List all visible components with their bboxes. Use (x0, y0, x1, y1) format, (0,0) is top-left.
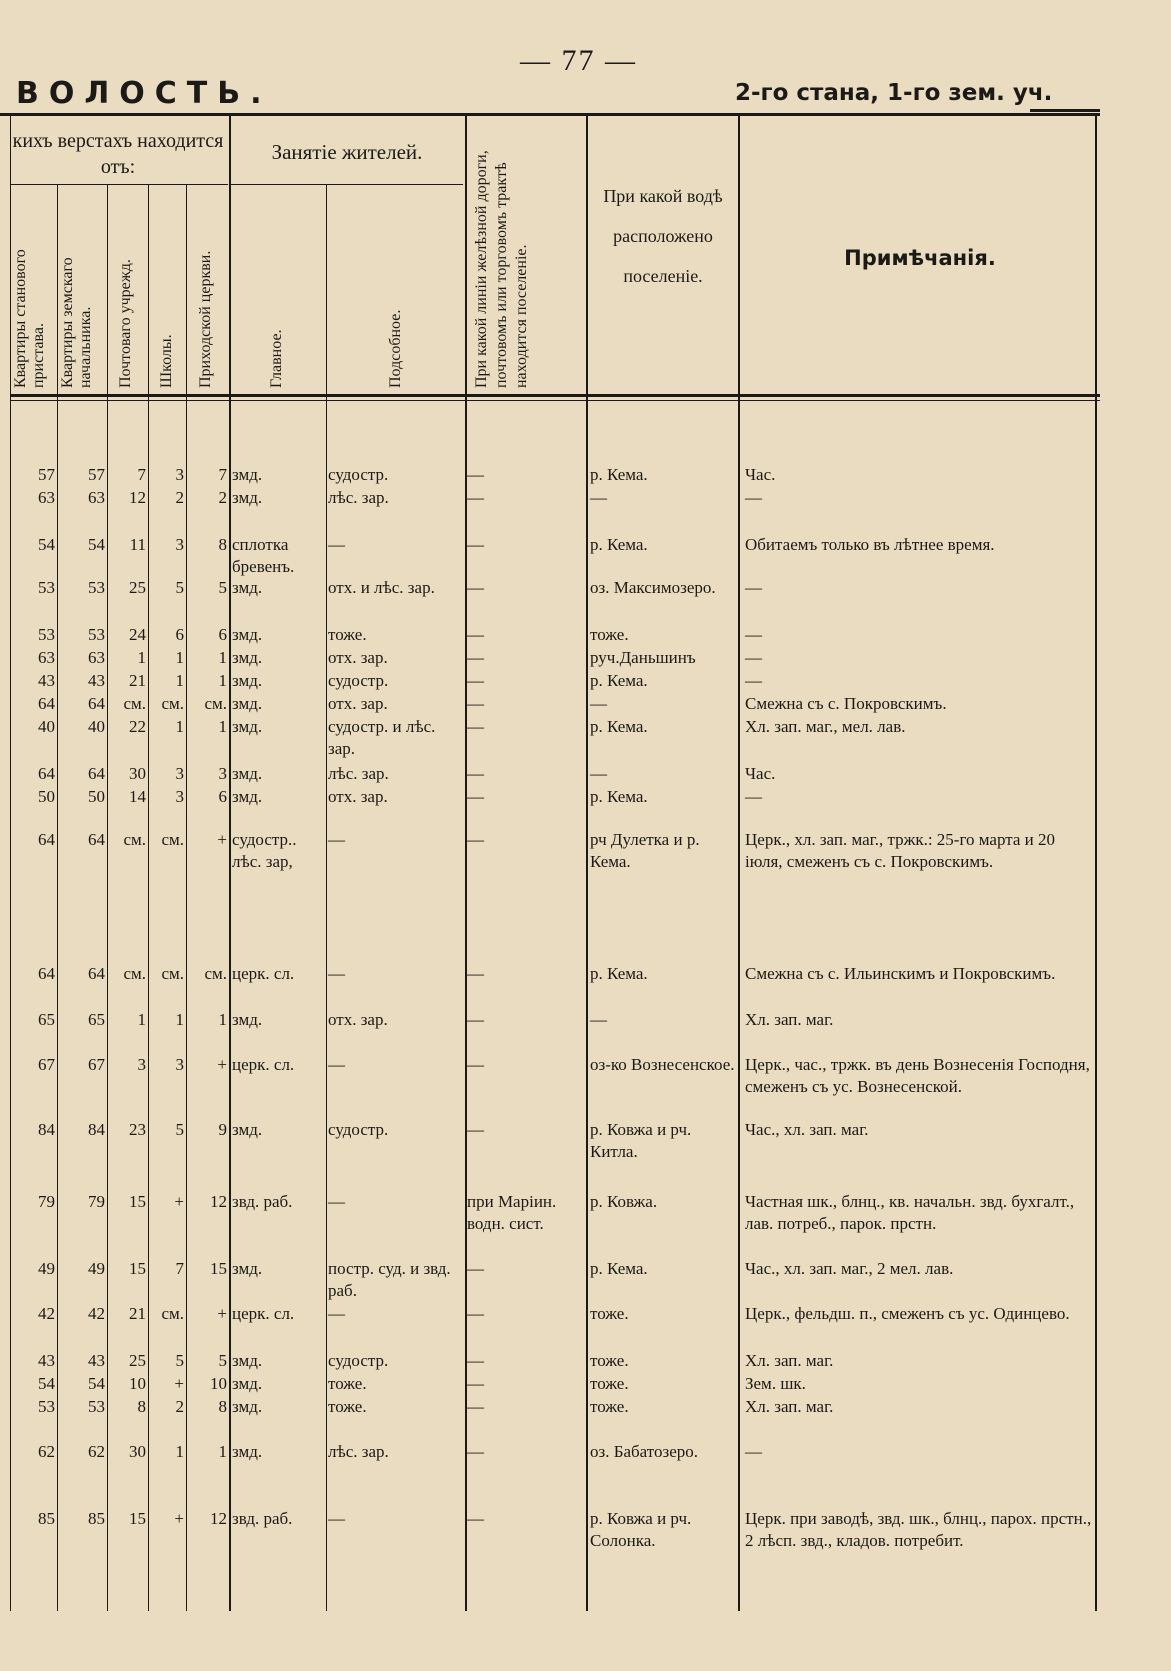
table-cell: отх. зар. (328, 648, 388, 667)
table-cell: церк. сл. (232, 964, 295, 983)
table-cell: р. Ковжа. (590, 1192, 658, 1211)
table-cell: Церк., фельдш. п., смеженъ съ ус. Одинцево. (745, 1304, 1070, 1323)
table-cell: 22 (129, 717, 146, 736)
table-cell: — (745, 578, 762, 597)
table-cell: 1 (175, 671, 184, 690)
occupation-group-header: Занятіе жителей. (271, 140, 423, 164)
table-cell: — (467, 648, 484, 667)
table-cell: — (467, 1351, 484, 1370)
table-cell: 64 (88, 830, 105, 849)
table-cell: — (467, 694, 484, 713)
table-cell: — (328, 964, 345, 983)
table-cell: змд. (232, 694, 263, 713)
table-cell: 40 (88, 717, 105, 736)
distance-group-header: кихъ верстахъ находится отъ: (12, 130, 224, 178)
table-cell: см. (123, 964, 146, 983)
table-cell: 53 (38, 578, 55, 597)
table-cell: — (467, 717, 484, 736)
table-cell: 1 (175, 1010, 184, 1029)
table-cell: 30 (129, 764, 146, 783)
table-cell: 79 (88, 1192, 105, 1211)
table-cell: — (328, 1304, 345, 1323)
col-header-auxiliary: Подсобное. (387, 309, 404, 388)
table-cell: — (467, 1304, 484, 1323)
table-cell: 1 (218, 1010, 227, 1029)
table-cell: церк. сл. (232, 1055, 295, 1074)
table-cell: 3 (137, 1055, 146, 1074)
table-cell: судостр. (328, 1120, 389, 1139)
table-cell: рч Дулетка и р. Кема. (590, 830, 700, 871)
table-cell: 63 (38, 648, 55, 667)
table-cell: 6 (175, 625, 184, 644)
table-cell: — (328, 1192, 345, 1211)
table-cell: 14 (129, 787, 146, 806)
table-cell: р. Кема. (590, 717, 648, 736)
table-cell: Обитаемъ только въ лѣтнее время. (745, 535, 995, 554)
table-cell: — (590, 1010, 607, 1029)
table-cell: — (467, 625, 484, 644)
table-cell: р. Кема. (590, 787, 648, 806)
water-header: При какой водѣ расположено поселеніе. (603, 186, 723, 286)
table-cell: судостр. и лѣс. зар. (328, 717, 436, 758)
table-cell: см. (161, 694, 184, 713)
table-cell: — (467, 787, 484, 806)
header-bottom-rule-2 (10, 400, 1100, 401)
table-cell: 1 (137, 1010, 146, 1029)
table-cell: 15 (129, 1259, 146, 1278)
table-cell: 7 (175, 1259, 184, 1278)
col-line (229, 116, 231, 1611)
table-cell: — (467, 488, 484, 507)
table-cell: 7 (137, 465, 146, 484)
table-cell: 84 (88, 1120, 105, 1139)
table-cell: см. (204, 964, 227, 983)
col-line (586, 116, 588, 1611)
table-cell: 23 (129, 1120, 146, 1139)
header-bottom-rule (10, 394, 1100, 397)
table-cell: змд. (232, 1374, 263, 1393)
table-cell: 54 (88, 535, 105, 554)
table-cell: — (328, 830, 345, 849)
table-cell: 65 (38, 1010, 55, 1029)
table-cell: 62 (38, 1442, 55, 1461)
table-cell: р. Кема. (590, 465, 648, 484)
table-cell: + (217, 1055, 227, 1074)
table-cell: 5 (218, 1351, 227, 1370)
table-cell: 64 (38, 830, 55, 849)
group-rule-2 (231, 184, 463, 185)
table-cell: змд. (232, 1397, 263, 1416)
table-cell: Хл. зап. маг. (745, 1351, 834, 1370)
col-line (1095, 116, 1097, 1611)
table-cell: 10 (210, 1374, 227, 1393)
table-cell: см. (161, 964, 184, 983)
table-cell: Час. (745, 465, 776, 484)
table-cell: оз. Бабатозеро. (590, 1442, 698, 1461)
table-cell: 65 (88, 1010, 105, 1029)
table-cell: 64 (88, 694, 105, 713)
table-cell: 64 (38, 694, 55, 713)
col-header-stanovoy: Квартиры станового пристава. (12, 249, 47, 388)
table-cell: 8 (218, 535, 227, 554)
table-cell: — (328, 1509, 345, 1528)
table-cell: Церк., хл. зап. маг., тржк.: 25-го марта и 20 іюля, смеженъ съ с. Покровскимъ. (745, 830, 1056, 871)
table-cell: церк. сл. (232, 1304, 295, 1323)
table-cell: Хл. зап. маг. (745, 1010, 834, 1029)
table-cell: 1 (218, 717, 227, 736)
col-header-school: Школы. (158, 334, 175, 388)
table-cell: Час., хл. зап. маг., 2 мел. лав. (745, 1259, 954, 1278)
table-cell: сплотка бревенъ. (232, 535, 295, 576)
table-cell: Смежна съ с. Ильинскимъ и Покровскимъ. (745, 964, 1056, 983)
table-cell: 12 (210, 1192, 227, 1211)
table-cell: змд. (232, 764, 263, 783)
col-line (326, 185, 327, 1611)
table-cell: лѣс. зар. (328, 1442, 389, 1461)
table-cell: — (745, 648, 762, 667)
table-cell: 53 (88, 1397, 105, 1416)
table-cell: + (174, 1192, 184, 1211)
table-cell: — (467, 1010, 484, 1029)
table-cell: — (467, 1509, 484, 1528)
table-cell: 50 (38, 787, 55, 806)
table-cell: тоже. (590, 1397, 629, 1416)
table-cell: судостр.. лѣс. зар, (232, 830, 297, 871)
table-cell: тоже. (328, 1397, 367, 1416)
table-cell: — (590, 764, 607, 783)
table-cell: 50 (88, 787, 105, 806)
table-cell: 1 (175, 1442, 184, 1461)
table-cell: 5 (175, 1120, 184, 1139)
col-line (148, 185, 149, 1611)
table-cell: — (467, 764, 484, 783)
col-header-route: При какой линіи желѣзной дороги, почтовомъ или торговомъ трактѣ находится поселеніе. (473, 150, 530, 388)
table-cell: Час. (745, 764, 776, 783)
table-cell: 12 (129, 488, 146, 507)
table-cell: постр. суд. и звд. раб. (328, 1259, 451, 1300)
table-cell: 15 (129, 1192, 146, 1211)
table-cell: см. (204, 694, 227, 713)
table-cell: 42 (88, 1304, 105, 1323)
table-cell: змд. (232, 787, 263, 806)
table-cell: 10 (129, 1374, 146, 1393)
table-cell: тоже. (590, 1351, 629, 1370)
table-cell: змд. (232, 465, 263, 484)
table-cell: Хл. зап. маг., мел. лав. (745, 717, 906, 736)
group-rule-1 (10, 184, 228, 185)
table-cell: — (745, 488, 762, 507)
table-cell: отх. зар. (328, 787, 388, 806)
table-cell: 5 (175, 578, 184, 597)
table-cell: 40 (38, 717, 55, 736)
table-cell: тоже. (328, 1374, 367, 1393)
table-cell: 53 (88, 578, 105, 597)
table-cell: Частная шк., блнц., кв. начальн. звд. бухгалт., лав. потреб., парок. прстн. (745, 1192, 1075, 1233)
notes-header: Примѣчанія. (844, 246, 996, 270)
table-cell: — (467, 830, 484, 849)
table-cell: звд. раб. (232, 1192, 293, 1211)
table-cell: 79 (38, 1192, 55, 1211)
col-line (57, 185, 58, 1611)
table-cell: 54 (88, 1374, 105, 1393)
table-cell: р. Ковжа и рч. Солонка. (590, 1509, 692, 1550)
table-cell: 42 (38, 1304, 55, 1323)
table-cell: 2 (218, 488, 227, 507)
table-cell: змд. (232, 1259, 263, 1278)
table-cell: Час., хл. зап. маг. (745, 1120, 869, 1139)
table-cell: 62 (88, 1442, 105, 1461)
table-cell: тоже. (328, 625, 367, 644)
table-cell: оз. Максимозеро. (590, 578, 716, 597)
table-cell: 8 (137, 1397, 146, 1416)
table-cell: 25 (129, 1351, 146, 1370)
table-cell: — (745, 1442, 762, 1461)
table-cell: — (745, 787, 762, 806)
table-cell: 64 (88, 964, 105, 983)
table-cell: при Маріин. водн. сист. (467, 1192, 557, 1233)
district-heading: 2-го стана, 1-го зем. уч. (735, 80, 1053, 106)
table-cell: 3 (175, 787, 184, 806)
table-cell: 43 (38, 1351, 55, 1370)
col-header-main: Главное. (268, 329, 285, 388)
table-cell: 12 (210, 1509, 227, 1528)
table-cell: 3 (175, 764, 184, 783)
table-cell: р. Кема. (590, 671, 648, 690)
table-cell: судостр. (328, 465, 389, 484)
table-cell: 54 (38, 1374, 55, 1393)
table-cell: 15 (210, 1259, 227, 1278)
table-cell: отх. и лѣс. зар. (328, 578, 435, 597)
table-cell: см. (123, 694, 146, 713)
top-rule-right (1030, 109, 1100, 112)
table-cell: — (467, 578, 484, 597)
table-cell: + (174, 1509, 184, 1528)
table-cell: 43 (88, 671, 105, 690)
table-cell: 49 (88, 1259, 105, 1278)
table-cell: р. Ковжа и рч. Китла. (590, 1120, 692, 1161)
col-line (738, 116, 740, 1611)
table-cell: Церк., час., тржк. въ день Вознесенія Господня, смеженъ съ ус. Вознесенской. (745, 1055, 1090, 1096)
table-cell: змд. (232, 717, 263, 736)
table-cell: — (467, 671, 484, 690)
table-cell: 49 (38, 1259, 55, 1278)
table-cell: — (467, 1259, 484, 1278)
table-cell: змд. (232, 1010, 263, 1029)
table-cell: — (467, 535, 484, 554)
table-cell: р. Кема. (590, 964, 648, 983)
table-cell: 2 (175, 1397, 184, 1416)
table-cell: — (467, 1374, 484, 1393)
table-cell: 63 (38, 488, 55, 507)
col-header-zemsky: Квартиры земскаго начальника. (59, 257, 94, 388)
table-cell: 85 (88, 1509, 105, 1528)
table-cell: — (467, 1120, 484, 1139)
col-line (10, 116, 11, 1611)
table-cell: змд. (232, 648, 263, 667)
table-cell: 63 (88, 648, 105, 667)
table-cell: р. Кема. (590, 535, 648, 554)
table-cell: см. (161, 830, 184, 849)
table-cell: 5 (218, 578, 227, 597)
table-cell: см. (123, 830, 146, 849)
table-cell: змд. (232, 1120, 263, 1139)
table-cell: 30 (129, 1442, 146, 1461)
table-cell: — (590, 694, 607, 713)
table-cell: судостр. (328, 1351, 389, 1370)
table-cell: Зем. шк. (745, 1374, 806, 1393)
table-cell: — (467, 1442, 484, 1461)
table-cell: 9 (218, 1120, 227, 1139)
table-cell: змд. (232, 1442, 263, 1461)
col-line (186, 185, 187, 1611)
table-cell: 64 (88, 764, 105, 783)
table-cell: змд. (232, 625, 263, 644)
table-cell: отх. зар. (328, 1010, 388, 1029)
table-cell: + (217, 1304, 227, 1323)
table-cell: + (174, 1374, 184, 1393)
table-cell: 1 (218, 648, 227, 667)
table-cell: 24 (129, 625, 146, 644)
table-cell: Церк. при заводѣ, звд. шк., блнц., парох. прстн., 2 лѣсп. звд., кладов. потребит. (745, 1509, 1092, 1550)
table-cell: 3 (175, 1055, 184, 1074)
table-cell: змд. (232, 671, 263, 690)
table-cell: 53 (88, 625, 105, 644)
table-cell: 8 (218, 1397, 227, 1416)
table-cell: 1 (218, 671, 227, 690)
table-cell: 21 (129, 671, 146, 690)
top-rule (0, 113, 1100, 116)
col-line (107, 185, 108, 1611)
table-cell: 3 (175, 535, 184, 554)
table-cell: 3 (218, 764, 227, 783)
table-cell: — (745, 671, 762, 690)
table-cell: лѣс. зар. (328, 488, 389, 507)
table-cell: 53 (38, 625, 55, 644)
page-number: — 77 — (520, 44, 637, 77)
table-cell: см. (161, 1304, 184, 1323)
table-cell: змд. (232, 488, 263, 507)
table-cell: отх. зар. (328, 694, 388, 713)
table-cell: 6 (218, 787, 227, 806)
table-cell: — (467, 1055, 484, 1074)
table-cell: 1 (218, 1442, 227, 1461)
table-cell: 43 (38, 671, 55, 690)
table-cell: 1 (175, 648, 184, 667)
table-cell: р. Кема. (590, 1259, 648, 1278)
table-cell: змд. (232, 578, 263, 597)
table-cell: — (328, 535, 345, 554)
table-cell: 2 (175, 488, 184, 507)
table-cell: оз-ко Вознесенское. (590, 1055, 735, 1074)
table-cell: тоже. (590, 1374, 629, 1393)
table-cell: 54 (38, 535, 55, 554)
table-cell: 1 (175, 717, 184, 736)
table-cell: судостр. (328, 671, 389, 690)
col-header-church: Приходской церкви. (197, 250, 214, 388)
table-cell: звд. раб. (232, 1509, 293, 1528)
col-header-pochta: Почтоваго учрежд. (117, 259, 134, 388)
table-cell: — (467, 465, 484, 484)
table-cell: 6 (218, 625, 227, 644)
table-cell: 57 (38, 465, 55, 484)
table-cell: + (217, 830, 227, 849)
table-cell: 7 (218, 465, 227, 484)
table-cell: 43 (88, 1351, 105, 1370)
table-cell: 25 (129, 578, 146, 597)
table-cell: 63 (88, 488, 105, 507)
table-cell: 64 (38, 764, 55, 783)
table-cell: 15 (129, 1509, 146, 1528)
page-heading: ВОЛОСТЬ. (16, 76, 272, 111)
table-cell: 57 (88, 465, 105, 484)
table-cell: Смежна съ с. Покровскимъ. (745, 694, 947, 713)
table-cell: лѣс. зар. (328, 764, 389, 783)
table-cell: — (467, 1397, 484, 1416)
table-cell: — (745, 625, 762, 644)
table-cell: 5 (175, 1351, 184, 1370)
table-cell: — (590, 488, 607, 507)
table-cell: — (328, 1055, 345, 1074)
table-cell: тоже. (590, 1304, 629, 1323)
table-cell: змд. (232, 1351, 263, 1370)
table-cell: 21 (129, 1304, 146, 1323)
table-cell: 3 (175, 465, 184, 484)
table-cell: 85 (38, 1509, 55, 1528)
table-cell: — (467, 964, 484, 983)
table-cell: 11 (129, 535, 146, 554)
table-cell: 67 (38, 1055, 55, 1074)
table-cell: тоже. (590, 625, 629, 644)
table-cell: 1 (137, 648, 146, 667)
table-cell: Хл. зап. маг. (745, 1397, 834, 1416)
table-cell: 67 (88, 1055, 105, 1074)
table-cell: 64 (38, 964, 55, 983)
table-cell: руч.Даньшинъ (590, 648, 696, 667)
table-cell: 84 (38, 1120, 55, 1139)
table-cell: 53 (38, 1397, 55, 1416)
